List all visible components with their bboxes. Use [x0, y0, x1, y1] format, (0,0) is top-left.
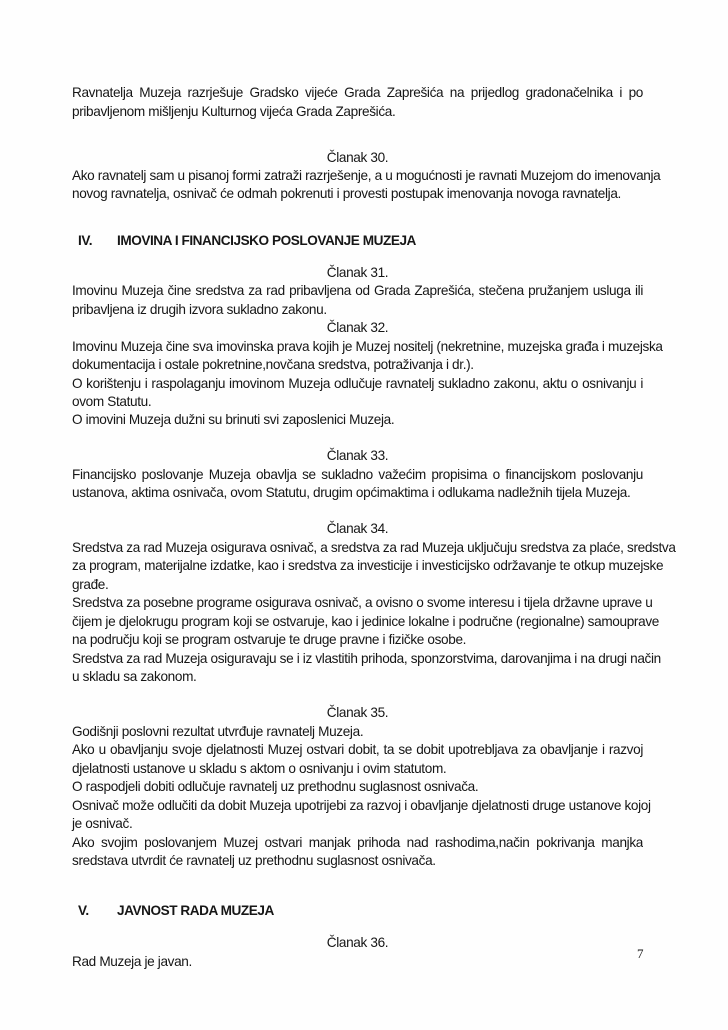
paragraph-line: Ako svojim poslovanjem Muzej ostvari manjak prihoda nad rashodima,način pokrivanja manjka [72, 835, 643, 850]
paragraph-line: Imovinu Muzeja čine sva imovinska prava kojih je Muzej nositelj (nekretnine, muzejska građa i muzejska [72, 339, 663, 354]
paragraph-line: za program, materijalne izdatke, kao i sredstva za investicije i investicijsko održavanje te otkup muzejske [72, 558, 664, 573]
article-title: Članak 35. [326, 705, 389, 720]
article-title: Članak 36. [326, 935, 389, 950]
section-title: JAVNOST RADA MUZEJA [117, 903, 274, 918]
paragraph-line: Ako ravnatelj sam u pisanoj formi zatraži razrješenje, a u mogućnosti je ravnati Muzejom do imenovanja [72, 168, 661, 183]
article-title: Članak 32. [326, 320, 389, 335]
paragraph-line: O korištenju i raspolaganju imovinom Muzeja odlučuje ravnatelj sukladno zakonu, aktu o osnivanju i [72, 376, 643, 391]
paragraph-line: građe. [72, 577, 109, 592]
paragraph-line: Sredstva za rad Muzeja osiguravaju se i iz vlastitih prihoda, sponzorstvima, darovanjima i na drugi način [72, 651, 661, 666]
paragraph-line: sredstava utvrdit će ravnatelj uz prethodnu suglasnost osnivača. [72, 853, 436, 868]
paragraph-line: dokumentacija i ostale pokretnine,novčana sredstva, potraživanja i dr.). [72, 357, 474, 372]
section-number: IV. [78, 233, 93, 248]
section-heading [78, 902, 274, 920]
paragraph-line: Sredstva za posebne programe osigurava osnivač, a ovisno o svome interesu i tijela državne uprave u [72, 595, 653, 610]
article-title: Članak 33. [326, 448, 389, 463]
paragraph-line: Osnivač može odlučiti da dobit Muzeja upotrijebi za razvoj i obavljanje djelatnosti druge ustanove kojoj [72, 798, 651, 813]
paragraph-line: pribavljena iz drugih izvora sukladno zakonu. [72, 302, 327, 317]
paragraph-line: ovom Statutu. [72, 394, 152, 409]
section-number: V. [78, 903, 89, 918]
article-title: Članak 31. [326, 265, 389, 280]
paragraph-line: O imovini Muzeja dužni su brinuti svi zaposlenici Muzeja. [72, 412, 395, 427]
section-heading [78, 232, 416, 250]
paragraph-line: novog ravnatelja, osnivač će odmah pokrenuti i provesti postupak imenovanja novoga ravnatelja. [72, 186, 621, 201]
paragraph-line: je osnivač. [72, 816, 133, 831]
paragraph-line: Financijsko poslovanje Muzeja obavlja se sukladno važećim propisima o financijskom poslovanju [72, 467, 643, 482]
paragraph-line: Imovinu Muzeja čine sredstva za rad pribavljena od Grada Zaprešića, stečena pružanjem usluga ili [72, 283, 643, 298]
section-title: IMOVINA I FINANCIJSKO POSLOVANJE MUZEJA [117, 233, 416, 248]
paragraph-line: Godišnji poslovni rezultat utvrđuje ravnatelj Muzeja. [72, 724, 364, 739]
paragraph-line: Ravnatelja Muzeja razrješuje Gradsko vijeće Grada Zaprešića na prijedlog gradonačelnika i po [72, 85, 643, 100]
paragraph-line: pribavljenom mišljenju Kulturnog vijeća Grada Zaprešića. [72, 104, 396, 119]
paragraph-line: u skladu sa zakonom. [72, 669, 197, 684]
paragraph-line: O raspodjeli dobiti odlučuje ravnatelj uz prethodnu suglasnost osnivača. [72, 779, 479, 794]
paragraph-line: ustanova, aktima osnivača, ovom Statutu, drugim općimaktima i odlukama nadležnih tijela Muzeja. [72, 485, 631, 500]
paragraph-line: djelatnosti ustanove u skladu s aktom o osnivanju i ovim statutom. [72, 761, 447, 776]
article-title: Članak 30. [326, 150, 389, 165]
paragraph-line: čijem je djelokrugu program koji se ostvaruje, kao i jedinice lokalne i područne (regionalne) samouprave [72, 614, 659, 629]
paragraph-line: Rad Muzeja je javan. [72, 954, 192, 969]
paragraph-line: Ako u obavljanju svoje djelatnosti Muzej ostvari dobit, ta se dobit upotrebljava za obavljanje i razvoj [72, 742, 643, 757]
paragraph-line: Sredstva za rad Muzeja osigurava osnivač, a sredstva za rad Muzeja uključuju sredstva za plaće, sredstva [72, 540, 676, 555]
article-title: Članak 34. [326, 521, 389, 536]
paragraph-line: na području koji se program ostvaruje te druge pravne i fizičke osobe. [72, 632, 467, 647]
page-number: 7 [637, 946, 644, 961]
